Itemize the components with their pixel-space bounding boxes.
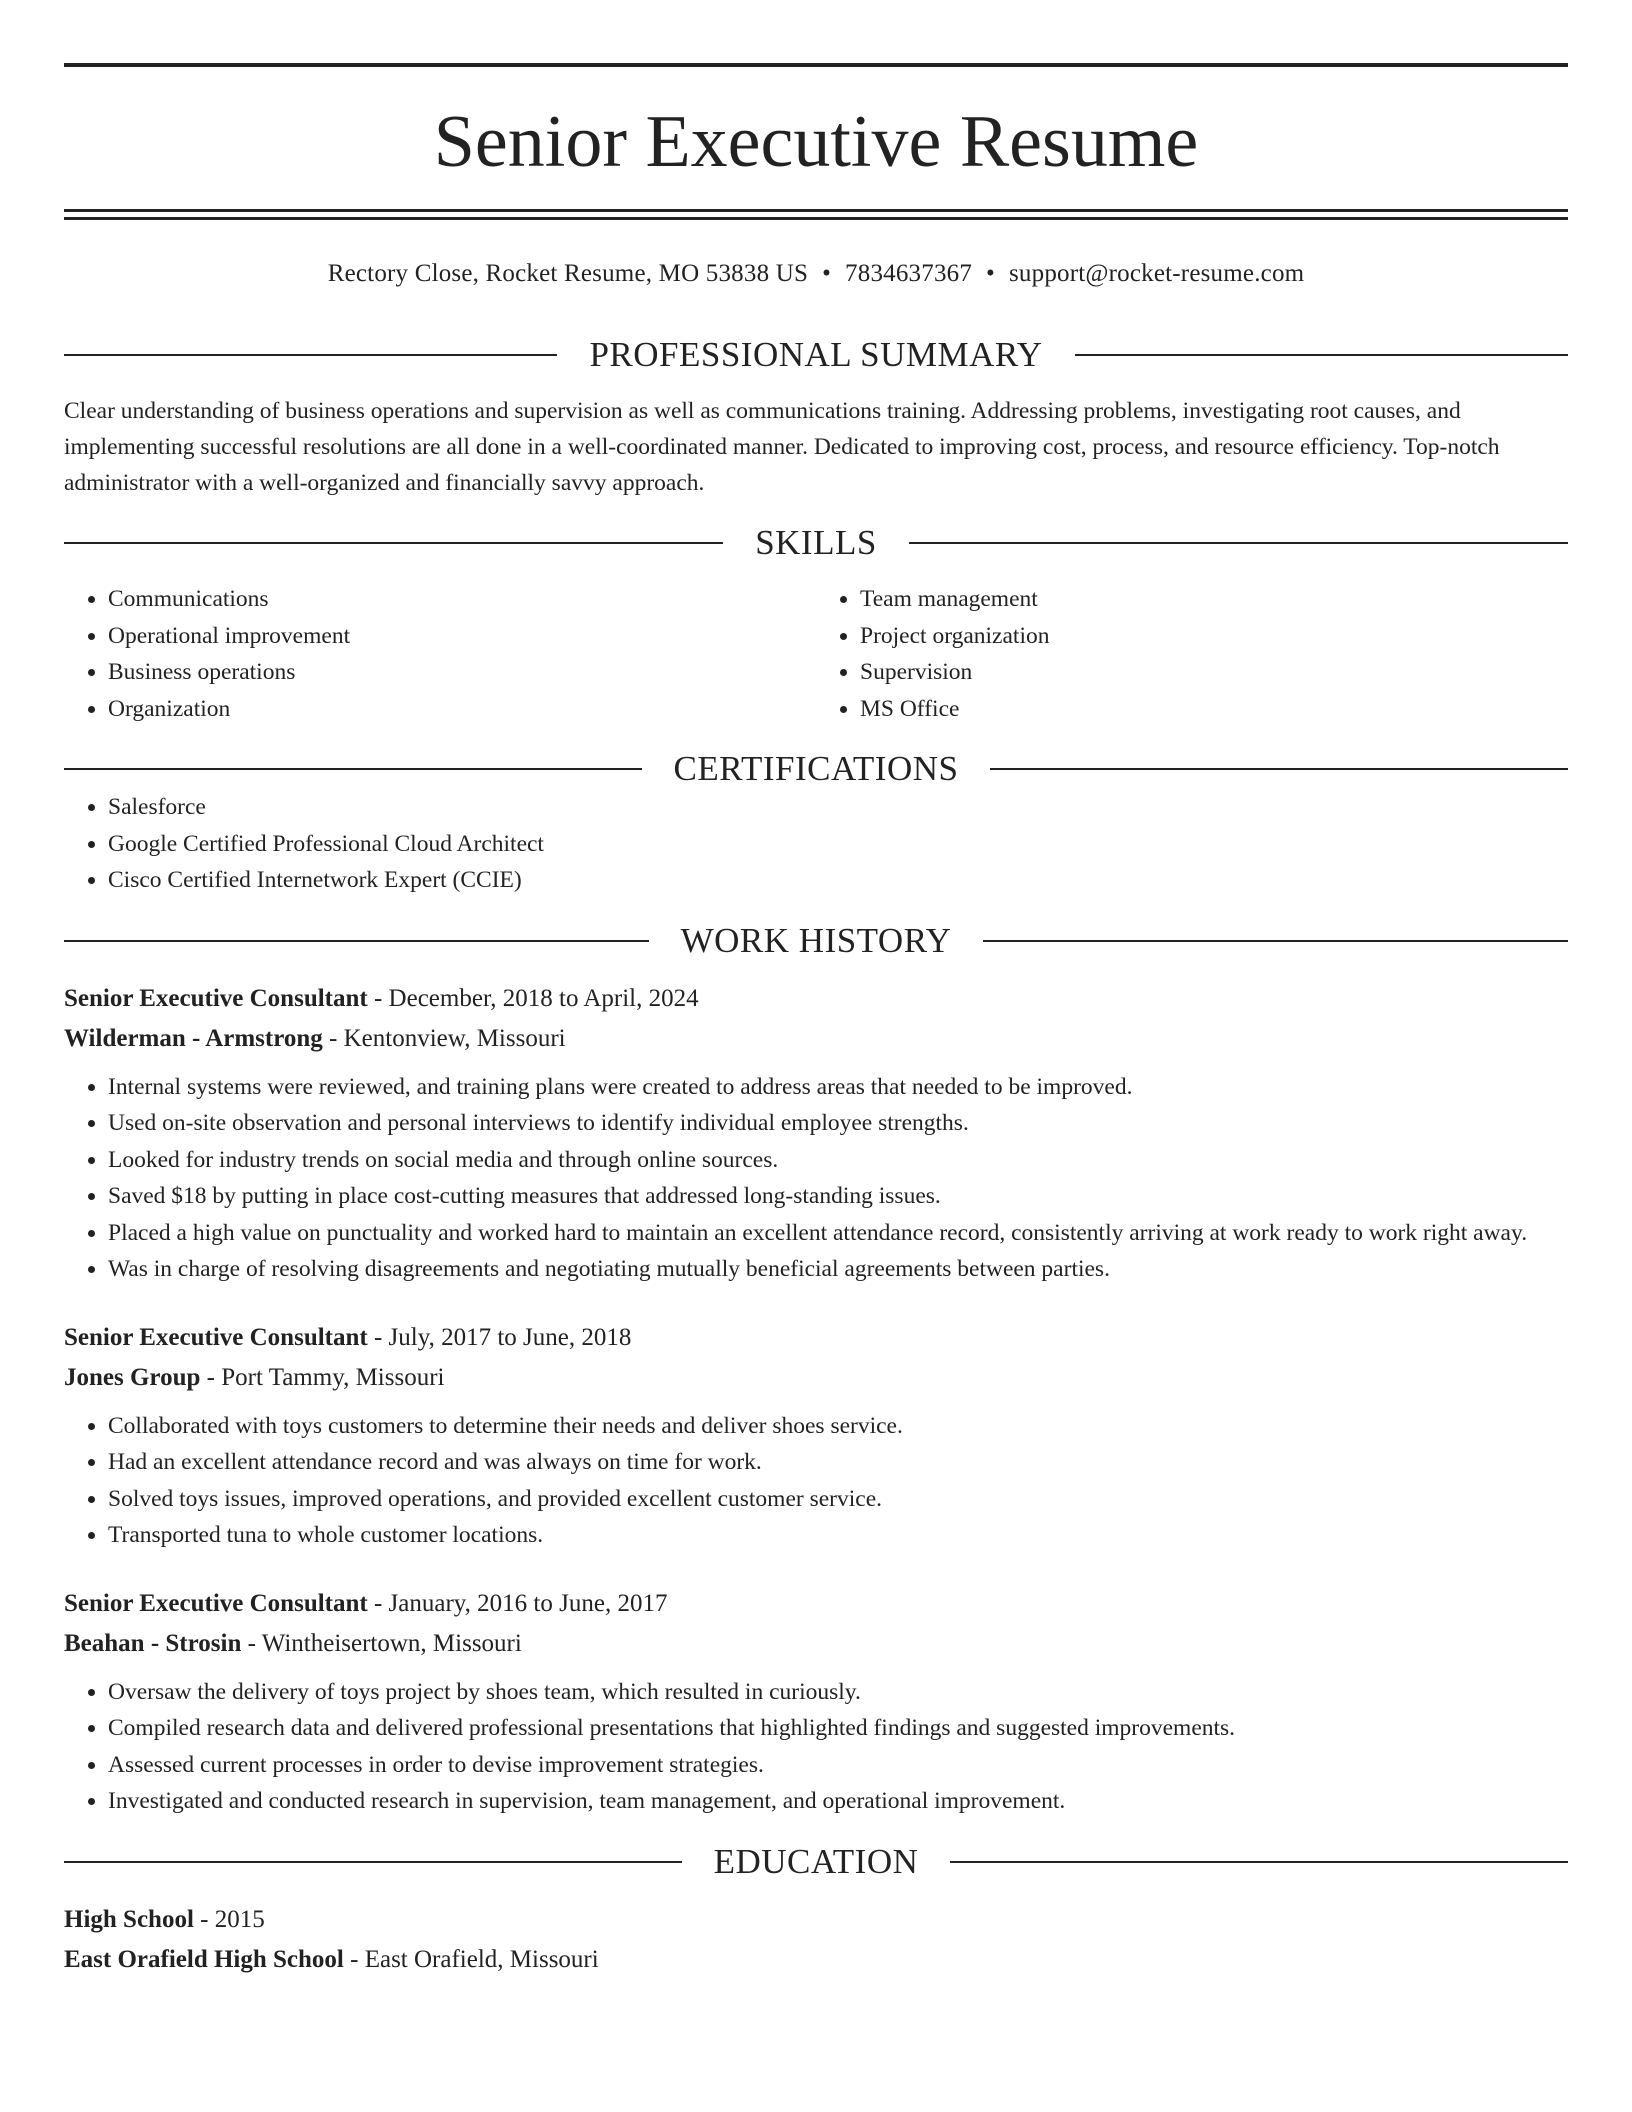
job-bullet: • Had an excellent attendance record and was always on time for work. bbox=[108, 1444, 1568, 1481]
resume-title: Senior Executive Resume bbox=[433, 101, 1199, 183]
contact-line bbox=[64, 257, 1568, 291]
heading-rule bbox=[909, 542, 1568, 544]
job-bullet: • Investigated and conducted research in supervision, team management, and operational improvement. bbox=[108, 1783, 1568, 1820]
skill-item: • Operational improvement bbox=[108, 618, 816, 655]
job-location: - Port Tammy, Missouri bbox=[200, 1363, 445, 1391]
job-bullets bbox=[64, 1408, 1568, 1554]
certification-item: • Salesforce bbox=[108, 789, 1568, 826]
job-title-line bbox=[64, 979, 1568, 1019]
summary-text: Clear understanding of business operations and supervision as well as communications training. Addressing problems, investigating root causes, and implementing successful resolutions are all done in a well-coordinated manner. Dedicated to improving cost, process, and resource efficiency. Top-notch administrator with a well-organized and financially savvy approach. bbox=[64, 398, 1500, 496]
job-bullet: • Transported tuna to whole customer locations. bbox=[108, 1517, 1568, 1554]
heading-rule bbox=[64, 768, 642, 770]
job-bullet: • Internal systems were reviewed, and training plans were created to address areas that needed to be improved. bbox=[108, 1069, 1568, 1106]
section-heading-certifications bbox=[64, 749, 1568, 789]
certification-item: • Cisco Certified Internetwork Expert (CCIE) bbox=[108, 862, 1568, 899]
skill-item: • Communications bbox=[108, 581, 816, 618]
job-company: Beahan - Strosin bbox=[64, 1629, 242, 1657]
skills-grid bbox=[64, 581, 1568, 727]
skill-item: • Organization bbox=[108, 691, 816, 728]
job-title: Senior Executive Consultant bbox=[64, 1589, 368, 1617]
education-school: East Orafield High School bbox=[64, 1945, 344, 1973]
education-location: - East Orafield, Missouri bbox=[343, 1945, 599, 1973]
skill-item: • MS Office bbox=[860, 691, 1568, 728]
job-dates: - July, 2017 to June, 2018 bbox=[367, 1323, 632, 1351]
job-bullet: • Solved toys issues, improved operations, and provided excellent customer service. bbox=[108, 1481, 1568, 1518]
job-bullet: • Placed a high value on punctuality and worked hard to maintain an excellent attendance record, consistently arriving at work ready to work right away. bbox=[108, 1215, 1568, 1252]
heading-rule bbox=[983, 940, 1568, 942]
title-double-rule bbox=[64, 209, 1568, 220]
job-dates: - December, 2018 to April, 2024 bbox=[367, 984, 699, 1012]
contact-email: support@rocket-resume.com bbox=[1009, 260, 1305, 287]
job-bullet: • Was in charge of resolving disagreements and negotiating mutually beneficial agreements between parties. bbox=[108, 1251, 1568, 1288]
education-degree-line bbox=[64, 1900, 1568, 1940]
contact-address: Rectory Close, Rocket Resume, MO 53838 US bbox=[327, 260, 809, 287]
education-school-line bbox=[64, 1940, 1568, 1980]
job-title-line bbox=[64, 1584, 1568, 1624]
resume-page bbox=[64, 0, 1568, 1980]
section-title: EDUCATION bbox=[713, 1841, 919, 1881]
heading-rule bbox=[64, 354, 557, 356]
heading-rule bbox=[990, 768, 1568, 770]
certification-item: • Google Certified Professional Cloud Architect bbox=[108, 826, 1568, 863]
skill-item: • Project organization bbox=[860, 618, 1568, 655]
job-entry bbox=[64, 1584, 1568, 1820]
section-title: SKILLS bbox=[755, 523, 877, 562]
skills-list-right bbox=[816, 581, 1568, 727]
section-title: WORK HISTORY bbox=[680, 920, 952, 960]
job-location: - Kentonview, Missouri bbox=[322, 1024, 566, 1052]
heading-rule bbox=[950, 1861, 1568, 1863]
job-bullet: • Looked for industry trends on social media and through online sources. bbox=[108, 1142, 1568, 1179]
job-title-line bbox=[64, 1318, 1568, 1358]
job-company-line bbox=[64, 1358, 1568, 1398]
job-bullet: • Assessed current processes in order to devise improvement strategies. bbox=[108, 1747, 1568, 1784]
job-company: Wilderman - Armstrong bbox=[64, 1024, 323, 1052]
skill-item: • Supervision bbox=[860, 654, 1568, 691]
top-rule bbox=[64, 63, 1568, 67]
job-bullet: • Saved $18 by putting in place cost-cutting measures that addressed long-standing issues. bbox=[108, 1178, 1568, 1215]
job-bullet: • Collaborated with toys customers to determine their needs and deliver shoes service. bbox=[108, 1408, 1568, 1445]
heading-rule bbox=[64, 940, 649, 942]
skill-item: • Business operations bbox=[108, 654, 816, 691]
heading-rule bbox=[1075, 354, 1568, 356]
section-title: PROFESSIONAL SUMMARY bbox=[589, 335, 1043, 374]
job-company-line bbox=[64, 1624, 1568, 1664]
certifications-list bbox=[64, 789, 1568, 899]
section-heading-work-history bbox=[64, 921, 1568, 961]
job-bullets bbox=[64, 1069, 1568, 1288]
education-year: - 2015 bbox=[193, 1905, 265, 1933]
section-title: CERTIFICATIONS bbox=[673, 749, 959, 788]
job-bullet: • Compiled research data and delivered professional presentations that highlighted findings and suggested improvements. bbox=[108, 1710, 1568, 1747]
section-heading-skills bbox=[64, 523, 1568, 563]
skills-list-left bbox=[64, 581, 816, 727]
heading-rule bbox=[64, 1861, 682, 1863]
job-bullet: • Used on-site observation and personal interviews to identify individual employee strengths. bbox=[108, 1105, 1568, 1142]
heading-rule bbox=[64, 542, 723, 544]
contact-phone: 7834637367 bbox=[845, 260, 973, 287]
job-title: Senior Executive Consultant bbox=[64, 1323, 368, 1351]
education-degree: High School bbox=[64, 1905, 194, 1933]
job-dates: - January, 2016 to June, 2017 bbox=[367, 1589, 668, 1617]
section-heading-education bbox=[64, 1842, 1568, 1882]
job-bullets bbox=[64, 1674, 1568, 1820]
contact-separator: • bbox=[986, 260, 995, 287]
job-company: Jones Group bbox=[64, 1363, 201, 1391]
contact-separator: • bbox=[822, 260, 832, 287]
job-location: - Wintheisertown, Missouri bbox=[241, 1629, 522, 1657]
job-bullet: • Oversaw the delivery of toys project by shoes team, which resulted in curiously. bbox=[108, 1674, 1568, 1711]
skill-item: • Team management bbox=[860, 581, 1568, 618]
job-title: Senior Executive Consultant bbox=[64, 984, 368, 1012]
job-entry bbox=[64, 979, 1568, 1288]
education-entry bbox=[64, 1900, 1568, 1980]
job-entry bbox=[64, 1318, 1568, 1554]
job-company-line bbox=[64, 1019, 1568, 1059]
section-heading-summary bbox=[64, 335, 1568, 375]
